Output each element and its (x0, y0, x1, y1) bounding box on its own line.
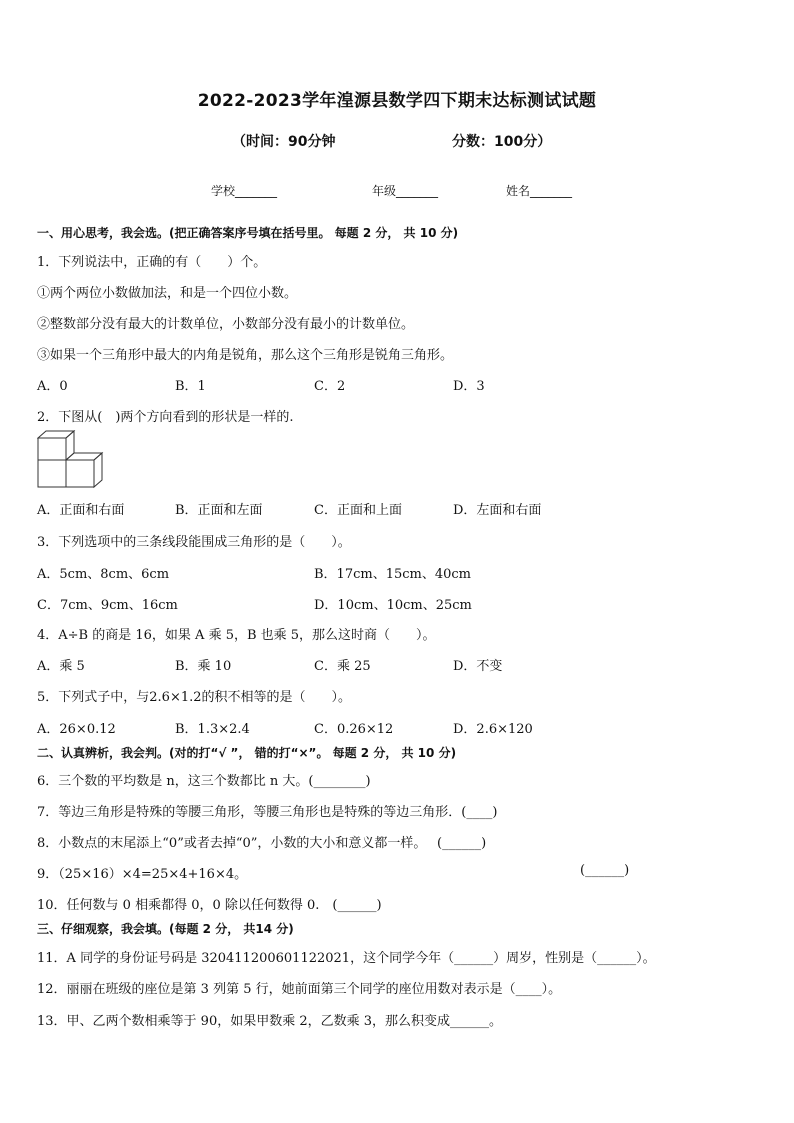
q4-option-a: A．乘 5 (37, 659, 85, 674)
q1-option-c: C．2 (314, 379, 346, 394)
q2-option-b: B．正面和左面 (175, 503, 263, 518)
q3-stem: 3．下列选项中的三条线段能围成三角形的是（ ）。 (37, 535, 351, 550)
q1-statement-2: ②整数部分没有最大的计数单位，小数部分没有最小的计数单位。 (37, 317, 415, 332)
q12: 12．丽丽在班级的座位是第 3 列第 5 行，她前面第三个同学的座位用数对表示是（____）。 (37, 982, 562, 997)
name-field: 姓名_______ (506, 184, 573, 198)
q4-option-d: D．不变 (453, 659, 503, 674)
q1-statement-3: ③如果一个三角形中最大的内角是锐角，那么这个三角形是锐角三角形。 (37, 348, 454, 363)
q4-stem: 4．A÷B 的商是 16，如果 A 乘 5，B 也乘 5，那么这时商（ ）。 (37, 628, 436, 643)
q9-answer-blank: (______) (580, 863, 630, 878)
q1-option-d: D．3 (453, 379, 485, 394)
q2-stem: 2．下图从( )两个方向看到的形状是一样的. (37, 410, 294, 425)
q13: 13．甲、乙两个数相乘等于 90，如果甲数乘 2，乙数乘 3，那么积变成______。 (37, 1014, 503, 1029)
q8: 8．小数点的末尾添上“0”或者去掉“0”，小数的大小和意义都一样。 (______) (37, 836, 487, 851)
q10: 10．任何数与 0 相乘都得 0，0 除以任何数得 0. (______) (37, 898, 382, 913)
q9: 9．（25×16）×4=25×4+16×4。 (37, 867, 248, 882)
exam-score: 分数：100分） (452, 134, 552, 150)
q7: 7．等边三角形是特殊的等腰三角形，等腰三角形也是特殊的等边三角形．(____) (37, 805, 498, 820)
q5-option-c: C．0.26×12 (314, 722, 394, 737)
q3-option-a: A．5cm、8cm、6cm (37, 567, 170, 582)
q4-option-b: B．乘 10 (175, 659, 232, 674)
q4-option-c: C．乘 25 (314, 659, 371, 674)
q5-option-d: D．2.6×120 (453, 722, 533, 737)
q11: 11．A 同学的身份证号码是 320411200601122021，这个同学今年（______）周岁，性别是（______）。 (37, 951, 656, 966)
section3-heading: 三、仔细观察，我会填。(每题 2 分， 共14 分) (37, 922, 294, 936)
exam-time: （时间：90分钟 (232, 134, 336, 150)
q5-option-a: A．26×0.12 (37, 722, 116, 737)
q1-stem: 1．下列说法中，正确的有（ ）个。 (37, 255, 267, 270)
q3-option-c: C．7cm、9cm、16cm (37, 598, 178, 613)
section2-heading: 二、认真辨析，我会判。(对的打“√ ”， 错的打“×”。 每题 2 分， 共 10 分) (37, 746, 457, 760)
grade-field: 年级_______ (372, 184, 439, 198)
cube-stack-figure (37, 430, 109, 490)
school-field: 学校_______ (211, 184, 278, 198)
q2-option-a: A．正面和右面 (37, 503, 125, 518)
q3-option-b: B．17cm、15cm、40cm (314, 567, 472, 582)
q3-option-d: D．10cm、10cm、25cm (314, 598, 472, 613)
q2-option-c: C．正面和上面 (314, 503, 402, 518)
q1-option-a: A．0 (37, 379, 68, 394)
q5-stem: 5．下列式子中，与2.6×1.2的积不相等的是（ ）。 (37, 690, 352, 705)
section1-heading: 一、用心思考，我会选。(把正确答案序号填在括号里。 每题 2 分， 共 10 分) (37, 226, 459, 240)
q6: 6．三个数的平均数是 n，这三个数都比 n 大。(________) (37, 774, 371, 789)
exam-title: 2022-2023学年湟源县数学四下期末达标测试试题 (197, 91, 597, 111)
q1-statement-1: ①两个两位小数做加法，和是一个四位小数。 (37, 286, 298, 301)
q5-option-b: B．1.3×2.4 (175, 722, 250, 737)
q1-option-b: B．1 (175, 379, 206, 394)
q2-option-d: D．左面和右面 (453, 503, 542, 518)
